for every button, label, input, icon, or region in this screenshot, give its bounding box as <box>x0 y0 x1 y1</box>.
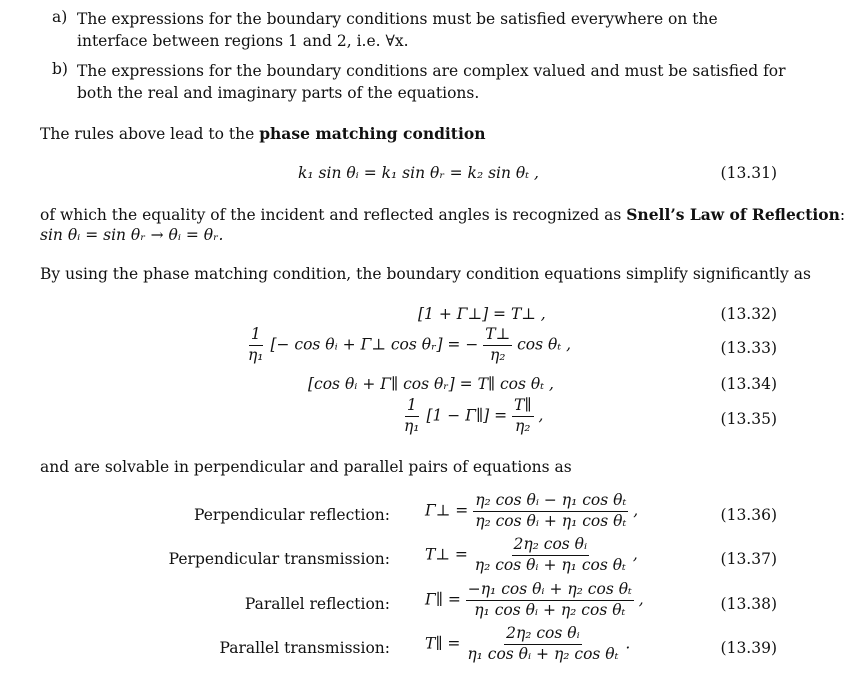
list-label-a: a) <box>52 8 68 26</box>
equation-13-35: $\frac{1}{\text{η₁}}$ [1 − Γ∥] = $\frac{T\parallel}{\text{η₂}}$ , <box>404 396 544 435</box>
equation-13-31: k₁ sin θᵢ = k₁ sin θᵣ = k₂ sin θₜ , <box>298 164 539 182</box>
equation-number: (13.35) <box>720 410 777 428</box>
paragraph-solvable: and are solvable in perpendicular and parallel pairs of equations as <box>40 458 572 476</box>
snell-law-expression: sin θᵢ = sin θᵣ → θᵢ = θᵣ. <box>40 226 224 244</box>
equation-number: (13.32) <box>720 305 777 323</box>
equation-13-36: Γ⊥ = $\frac{\text{η₂ cos θᵢ − η₁ cos θₜ}}{\text{η₂ cos θᵢ + η₁ cos θₜ}}$ , <box>425 491 639 530</box>
equation-13-37: T⊥ = $\frac{\text{2η₂ cos θᵢ}}{\text{η₂ cos θᵢ + η₁ cos θₜ}}$ , <box>425 535 638 574</box>
label-parallel-reflection: Parallel reflection: <box>244 595 390 613</box>
paragraph-snell: of which the equality of the incident and reflected angles is recognized as Snell’s Law of Reflection: <box>40 205 846 224</box>
list-item-a: The expressions for the boundary conditions must be satisfied everywhere on the interface between regions 1 and 2, i.e. ∀x. <box>77 10 718 50</box>
equation-number: (13.39) <box>720 639 777 657</box>
equation-13-33: $\frac{1}{\text{η₁}}$ [− cos θᵢ + Γ⊥ cos θᵣ] = − $\frac{T\perp}{\text{η₂}}$ cos θₜ , <box>248 325 572 364</box>
equation-13-39: T∥ = $\frac{\text{2η₂ cos θᵢ}}{\text{η₁ cos θᵢ + η₂ cos θₜ}}$ . <box>425 624 631 663</box>
equation-number: (13.31) <box>720 164 777 182</box>
equation-number: (13.33) <box>720 339 777 357</box>
equation-number: (13.36) <box>720 506 777 524</box>
equation-13-38: Γ∥ = $\frac{\text{−η₁ cos θᵢ + η₂ cos θₜ}}{\text{η₁ cos θᵢ + η₂ cos θₜ}}$ , <box>425 580 644 619</box>
label-perpendicular-reflection: Perpendicular reflection: <box>194 506 390 524</box>
paragraph-phase-matching: The rules above lead to the phase matching condition <box>40 124 486 143</box>
equation-13-32: [1 + Γ⊥] = T⊥ , <box>418 305 546 323</box>
list-item-b: The expressions for the boundary conditions are complex valued and must be satisfied for both the real and imaginary parts of the equations. <box>77 62 786 102</box>
equation-number: (13.34) <box>720 375 777 393</box>
equation-13-34: [cos θᵢ + Γ∥ cos θᵣ] = T∥ cos θₜ , <box>308 375 554 393</box>
bold-term: phase matching condition <box>259 124 486 143</box>
equation-number: (13.37) <box>720 550 777 568</box>
equation-number: (13.38) <box>720 595 777 613</box>
label-perpendicular-transmission: Perpendicular transmission: <box>168 550 390 568</box>
list-label-b: b) <box>52 60 68 78</box>
paragraph-simplify: By using the phase matching condition, the boundary condition equations simplify significantly as <box>40 265 811 283</box>
label-parallel-transmission: Parallel transmission: <box>219 639 390 657</box>
bold-term: Snell’s Law of Reflection <box>626 205 840 224</box>
